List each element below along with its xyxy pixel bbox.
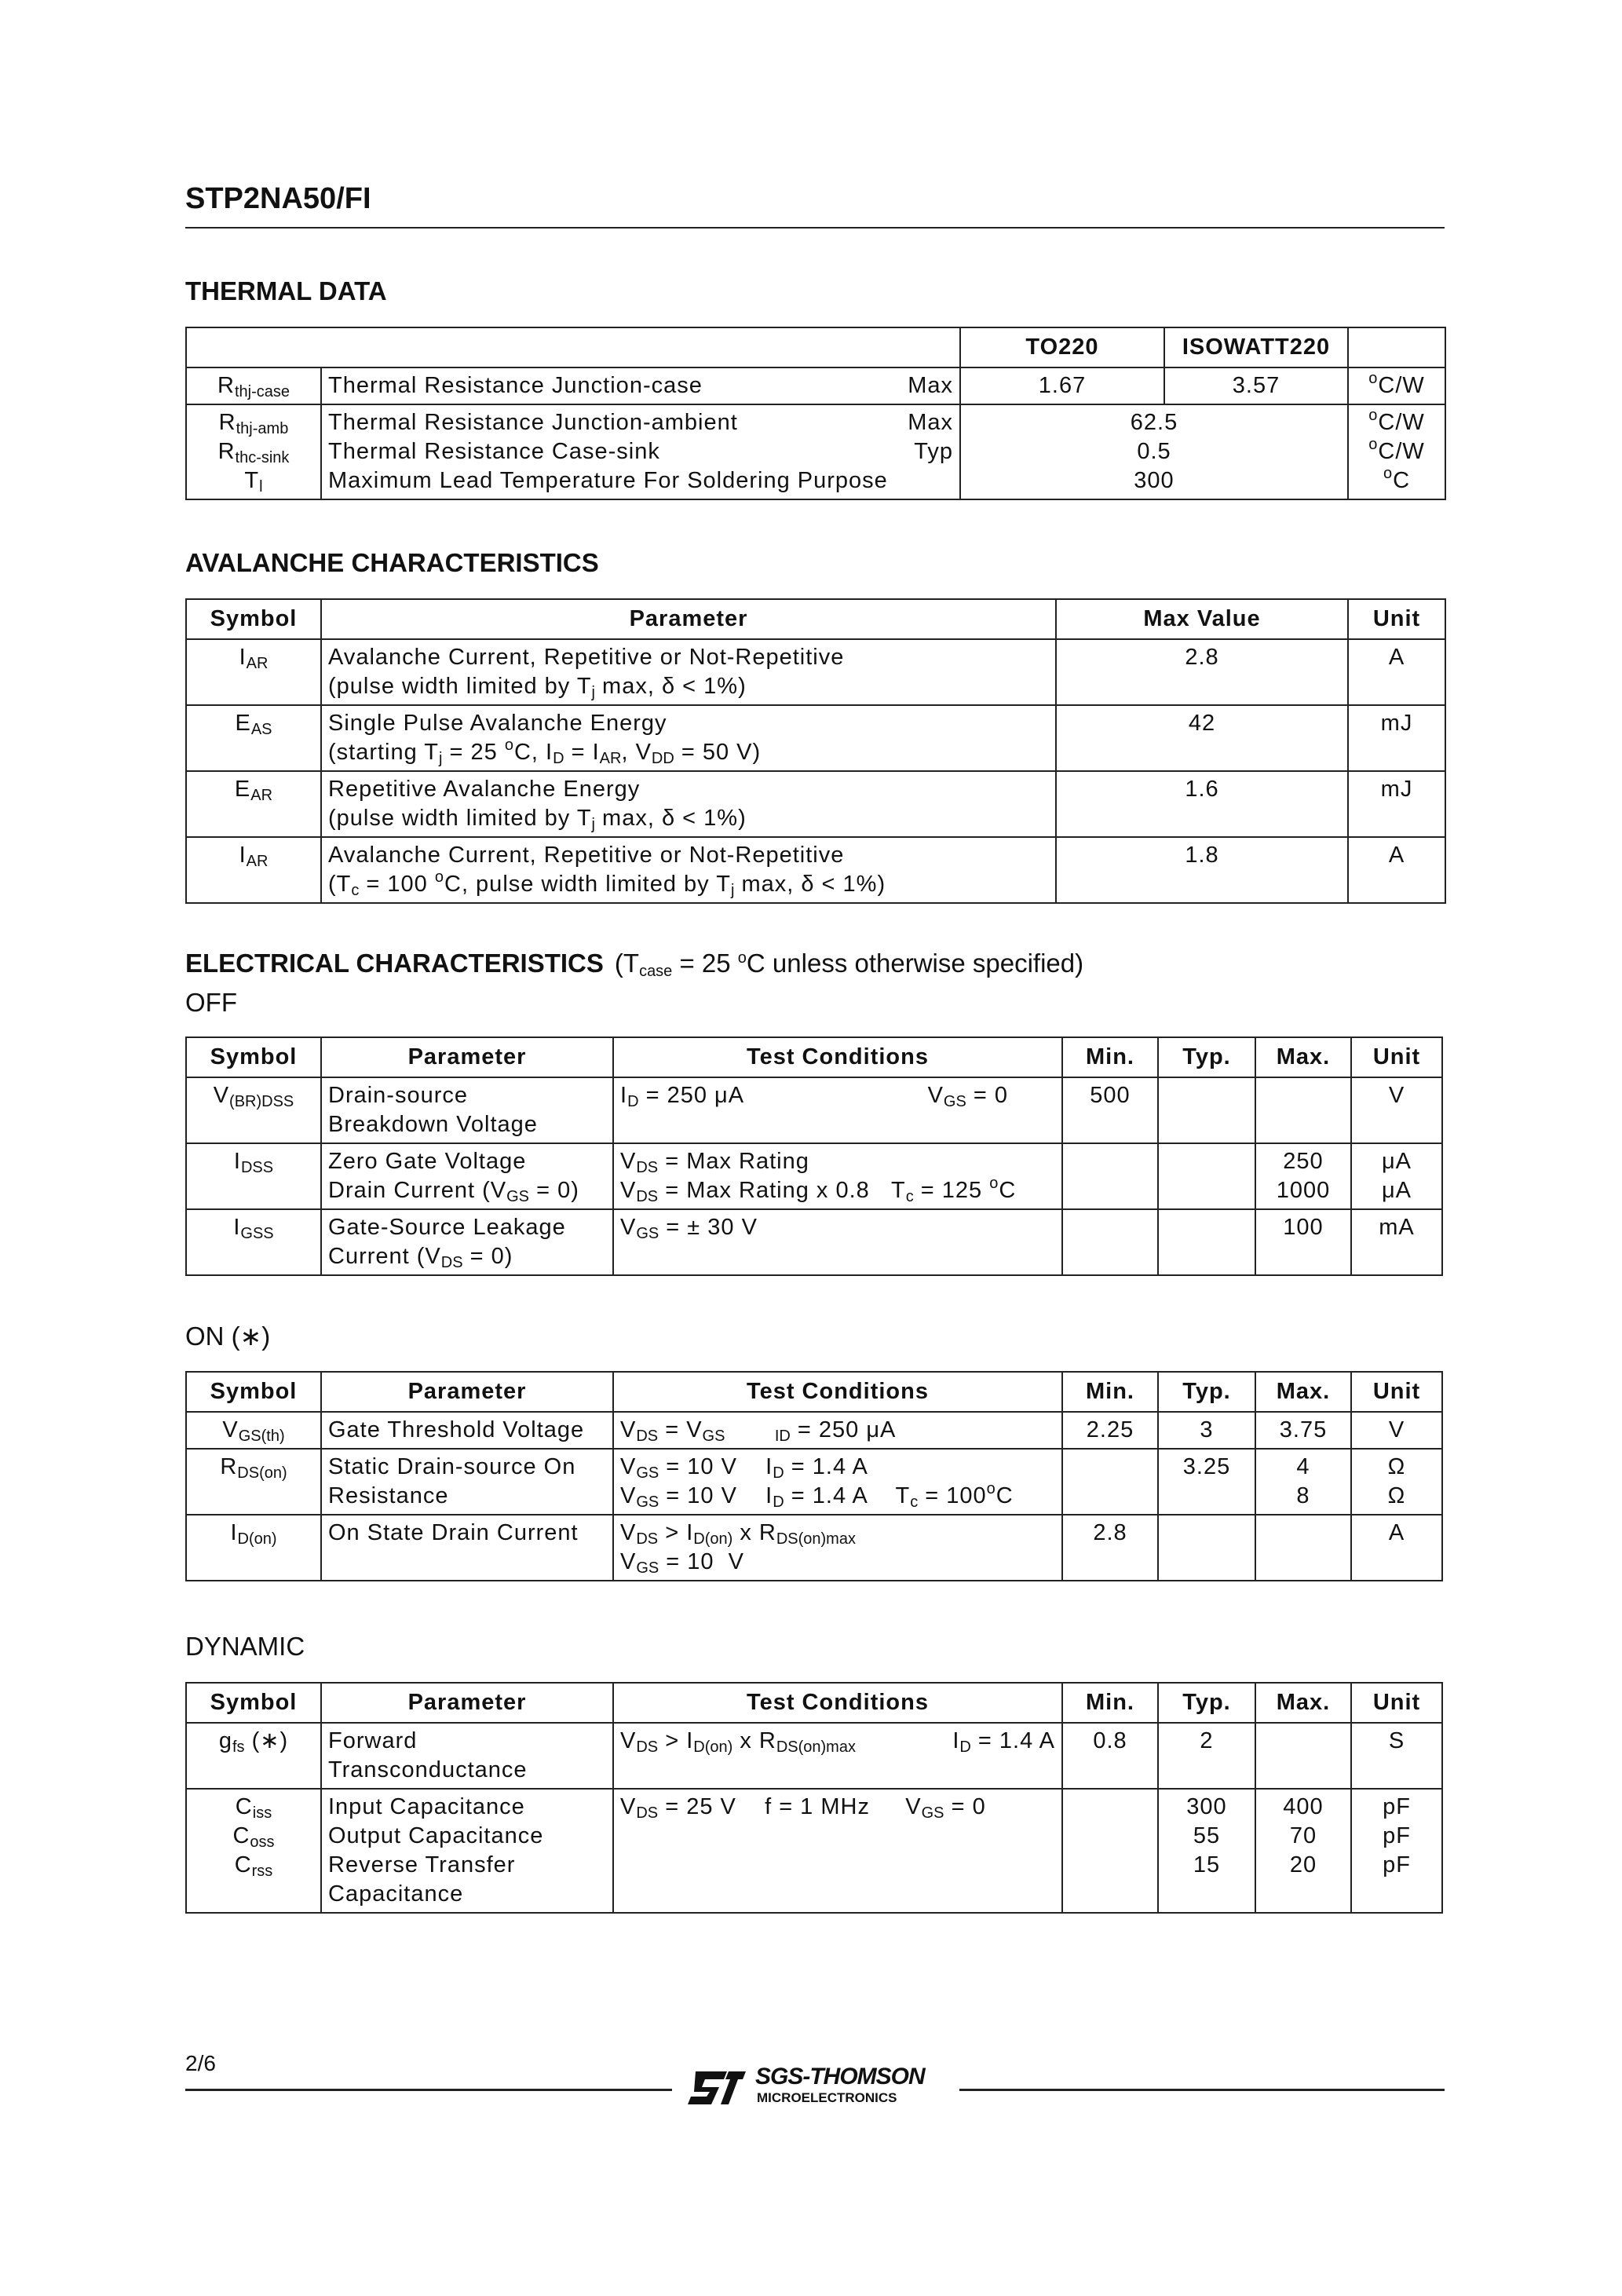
on-table: Symbol Parameter Test Conditions Min. Typ. Max. Unit $V_{GS(th)}$ Gate Threshold Voltage $V_{DS} = V_{GS}$ $_{ID}$ = 250 μA 2.25 3 3.75 V $R_{DS(on)}$ Static Drain-source On Resistance $V_{GS} = 10$ V $I_D = 1.4$ A $V_{GS} = 10$ V $I_D = 1.4$ A $T_c = 100^oC$ 3.25 4 8 Ω Ω $I_{D(on)}$ On State Drain Current $V_{DS} > I_{D(on)}$ x $R_{DS(on)max}$ $V_{GS} = 10$ V 2.8 A: [185, 1371, 1443, 1581]
col-unit: Unit: [1348, 599, 1445, 639]
col-symbol: Symbol: [186, 599, 321, 639]
table-row: [186, 404, 1445, 499]
on-title: ON (∗): [185, 1322, 271, 1351]
table-row: [186, 367, 1445, 404]
table-row: $R_{DS(on)}$ Static Drain-source On Resistance $V_{GS} = 10$ V $I_D = 1.4$ A $V_{GS} = 10$ V $I_D = 1.4$ A $T_c = 100^oC$ 3.25 4 8 Ω Ω: [186, 1449, 1442, 1515]
avalanche-table: [185, 598, 1446, 904]
col-isowatt220: ISOWATT220: [1164, 327, 1348, 367]
table-row: $I_{GSS}$ Gate-Source Leakage Current $(V_{DS} = 0)$ $V_{GS}$ = ± 30 V 100 mA: [186, 1209, 1442, 1275]
st-logo-icon: [685, 2068, 747, 2108]
part-number-header: STP2NA50/FI: [185, 182, 371, 215]
table-row: $I_{AR}$ Avalanche Current, Repetitive or Not-Repetitive (pulse width limited by $T_j$ max, δ < 1%) 2.8 A: [186, 639, 1445, 705]
table-row: $I_{AR}$ Avalanche Current, Repetitive or Not-Repetitive ($T_c = 100$ $^o$C, pulse width limited by $T_j$ max, δ < 1%) 1.8 A: [186, 837, 1445, 903]
table-row: $E_{AS}$ Single Pulse Avalanche Energy (starting $T_j = 25$ $^o$C, $I_D = I_{AR}$, $V_{DD} = 50$ V) 42 mJ: [186, 705, 1445, 771]
dynamic-table: Symbol Parameter Test Conditions Min. Typ. Max. Unit $g_{fs}$ (∗) Forward Transconductance $V_{DS} > I_{D(on)}$ x $R_{DS(on)max}$ $I_D = 1.4$ A 0.8 2 S $C_{iss}$ $C_{oss}$ $C_{rss}$ Input Capacitance Output Capacitance Reverse Transfer Capacitance $V_{DS} = 25$ V f = 1 MHz $V_{GS} = 0$ 300 55 15 400 70 20 pF pF pF: [185, 1682, 1443, 1914]
parameter-cell: Thermal Resistance Junction-case Max: [321, 367, 960, 404]
value-cell: 62.5 0.5 300: [960, 404, 1348, 499]
symbol-cell: $R_{thj-amb}$ $R_{thc-sink}$ $T_l$: [186, 404, 321, 499]
symbol-cell: $R_{thj-case}$: [186, 367, 321, 404]
table-row: $I_{D(on)}$ On State Drain Current $V_{DS} > I_{D(on)}$ x $R_{DS(on)max}$ $V_{GS} = 10$ V 2.8 A: [186, 1515, 1442, 1581]
value-cell: 3.57: [1164, 367, 1348, 404]
table-row: $g_{fs}$ (∗) Forward Transconductance $V_{DS} > I_{D(on)}$ x $R_{DS(on)max}$ $I_D = 1.4$ A 0.8 2 S: [186, 1723, 1442, 1789]
parameter-cell: Thermal Resistance Junction-ambient Max Thermal Resistance Case-sink Typ Maximum Lead Temperature For Soldering Purpose: [321, 404, 960, 499]
col-parameter: Parameter: [321, 599, 1056, 639]
footer-rule-left: [185, 2089, 672, 2091]
table-row: $V_{GS(th)}$ Gate Threshold Voltage $V_{DS} = V_{GS}$ $_{ID}$ = 250 μA 2.25 3 3.75 V: [186, 1412, 1442, 1449]
value-cell: 1.67: [960, 367, 1164, 404]
thermal-data-title: THERMAL DATA: [185, 276, 387, 305]
electrical-title: ELECTRICAL CHARACTERISTICS ($T_{case} = 25$ $^o$C unless otherwise specified): [185, 949, 1084, 980]
logo-main-text: SGS-THOMSON: [755, 2064, 925, 2089]
off-title: OFF: [185, 988, 237, 1017]
table-row: $E_{AR}$ Repetitive Avalanche Energy (pulse width limited by $T_j$ max, δ < 1%) 1.6 mJ: [186, 771, 1445, 837]
table-row: $I_{DSS}$ Zero Gate Voltage Drain Current $(V_{GS} = 0)$ $V_{DS}$ = Max Rating $V_{DS}$ = Max Rating x 0.8 $T_c = 125$ $^o$C 250 1000 μA μA: [186, 1143, 1442, 1209]
footer-rule-right: [959, 2089, 1445, 2091]
avalanche-title: AVALANCHE CHARACTERISTICS: [185, 548, 599, 577]
table-row: $V_{(BR)DSS}$ Drain-source Breakdown Voltage $I_D = 250$ μA $V_{GS} = 0$ 500 V: [186, 1077, 1442, 1143]
table-row: $C_{iss}$ $C_{oss}$ $C_{rss}$ Input Capacitance Output Capacitance Reverse Transfer Capacitance $V_{DS} = 25$ V f = 1 MHz $V_{GS} = 0$ 300 55 15 400 70 20 pF pF pF: [186, 1789, 1442, 1913]
off-table: Symbol Parameter Test Conditions Min. Typ. Max. Unit $V_{(BR)DSS}$ Drain-source Breakdown Voltage $I_D = 250$ μA $V_{GS} = 0$ 500 V $I_{DSS}$ Zero Gate Voltage Drain Current $(V_{GS} = 0)$ $V_{DS}$ = Max Rating $V_{DS}$ = Max Rating x 0.8 $T_c = 125$ $^o$C 250 1000 μA μA $I_{GSS}$ Gate-Source Leakage Current $(V_{DS} = 0)$ $V_{GS}$ = ± 30 V 100 mA: [185, 1036, 1443, 1276]
unit-cell: $^o$C/W: [1348, 367, 1445, 404]
dynamic-title: DYNAMIC: [185, 1632, 305, 1661]
page-number: 2/6: [185, 2051, 216, 2075]
st-logo: [685, 2064, 952, 2112]
header-rule: [185, 227, 1445, 229]
col-max-value: Max Value: [1056, 599, 1348, 639]
thermal-data-table: [185, 327, 1446, 500]
unit-cell: $^o$C/W $^o$C/W $^o$C: [1348, 404, 1445, 499]
logo-sub-text: MICROELECTRONICS: [757, 2090, 897, 2105]
col-to220: TO220: [960, 327, 1164, 367]
